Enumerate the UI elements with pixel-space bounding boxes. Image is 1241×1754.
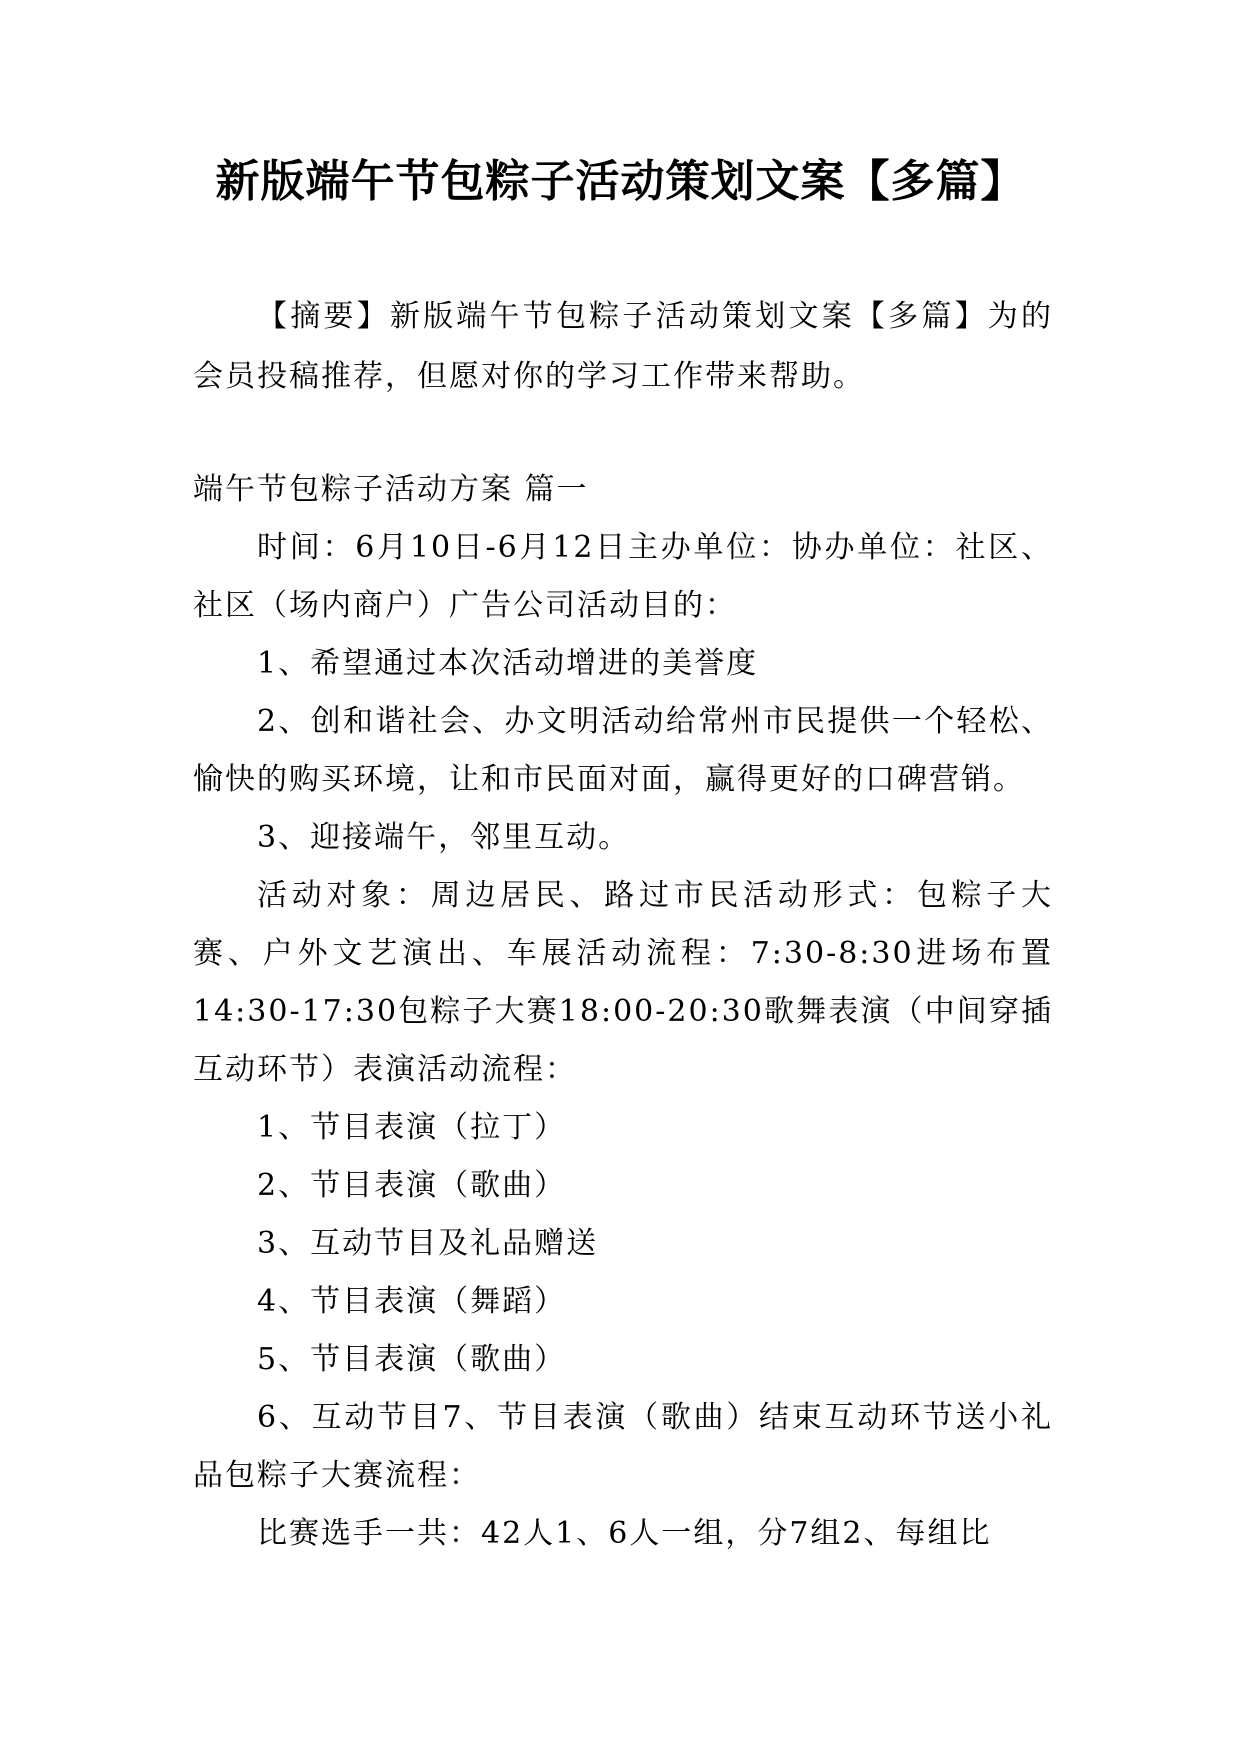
paragraph-activity-details: 活动对象：周边居民、路过市民活动形式：包粽子大赛、户外文艺演出、车展活动流程：7:30-8:30进场布置14:30-17:30包粽子大赛18:00-20:30歌舞表演（中间穿插互动环节）表演活动流程： xyxy=(193,878,1053,1087)
program-item-6: 6、互动节目7、节目表演（歌曲）结束互动环节送小礼品包粽子大赛流程： xyxy=(193,1400,1053,1493)
paragraph-time-organizers: 时间：6月10日-6月12日主办单位：协办单位：社区、社区（场内商户）广告公司活动目的： xyxy=(193,530,1053,623)
program-item-5: 5、节目表演（歌曲） xyxy=(257,1342,567,1377)
program-item-2: 2、节目表演（歌曲） xyxy=(257,1168,567,1203)
summary-block xyxy=(193,287,1053,407)
paragraph-contestants: 比赛选手一共：42人1、6人一组，分7组2、每组比 xyxy=(257,1516,992,1551)
paragraph-goal-1: 1、希望通过本次活动增进的美誉度 xyxy=(257,646,759,681)
program-item-3: 3、互动节目及礼品赠送 xyxy=(257,1226,599,1261)
paragraph-goal-3: 3、迎接端午，邻里互动。 xyxy=(257,820,631,855)
document-title: 新版端午节包粽子活动策划文案【多篇】 xyxy=(215,156,1026,207)
paragraph-goal-2: 2、创和谐社会、办文明活动给常州市民提供一个轻松、愉快的购买环境，让和市民面对面，赢得更好的口碑营销。 xyxy=(193,704,1053,797)
program-item-4: 4、节目表演（舞蹈） xyxy=(257,1284,567,1319)
summary-paragraph: 【摘要】新版端午节包粽子活动策划文案【多篇】为的会员投稿推荐，但愿对你的学习工作带来帮助。 xyxy=(193,299,1053,394)
program-item-1: 1、节目表演（拉丁） xyxy=(257,1110,567,1145)
document-body xyxy=(193,461,1053,1563)
section-heading: 端午节包粽子活动方案 篇一 xyxy=(193,472,589,507)
